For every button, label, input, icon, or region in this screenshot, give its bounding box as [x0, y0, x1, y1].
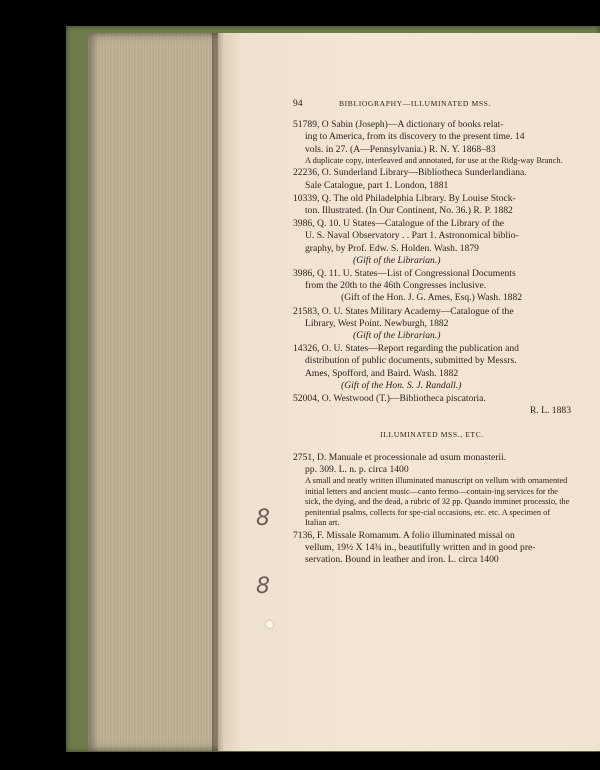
entry-manuale	[293, 452, 571, 529]
entry-line: vols. in 27. (A—Pennsylvania.) R. N. Y. 1868–83	[305, 143, 496, 155]
entry-line: 14326, O. U. States—Report regarding the publication and	[293, 343, 519, 355]
page-hole	[266, 621, 273, 628]
entry-gift: (Gift of the Hon. J. G. Ames, Esq.) Wash. 1882	[341, 292, 523, 304]
entry-gift: (Gift of the Hon. S. J. Randall.)	[341, 379, 462, 391]
entry-line: pp. 309. L. n. p. circa 1400	[305, 463, 409, 475]
entry-philadelphia	[293, 193, 571, 217]
entry-congressional-docs	[293, 268, 571, 305]
page-number: 94	[293, 99, 303, 109]
entry-note: A small and neatly written illuminated manuscript on vellum with ornamented initial letters and ancient music—canto fermo—contain-ing services for the sick, the dying, and the dead, a rubric of 32 pp. Quando imminet processio, the penitential psalms, collects for spe-cial occasions, etc. etc. A specimen of Italian art.	[305, 476, 570, 528]
entry-line: Ames, Spofford, and Baird. Wash. 1882	[305, 367, 459, 379]
entry-line: 10339, Q. The old Philadelphia Library. By Louise Stock-	[293, 192, 516, 204]
entry-public-documents	[293, 343, 571, 392]
pencil-mark-2: 8	[256, 574, 270, 599]
entry-line: from the 20th to the 46th Congresses inclusive.	[305, 280, 487, 292]
entry-missale	[293, 530, 571, 567]
entry-line: ton. Illustrated. (In Our Continent, No. 36.) R. P. 1882	[305, 205, 513, 217]
running-title: BIBLIOGRAPHY—ILLUMINATED MSS.	[339, 99, 491, 108]
entry-line: 2751, D. Manuale et processionale ad usum monasterii.	[293, 451, 507, 463]
entry-line: 3986, Q. 11. U. States—List of Congressional Documents	[293, 268, 516, 280]
section-heading: ILLUMINATED MSS., ETC.	[380, 430, 484, 440]
pencil-mark-1: 8	[256, 506, 270, 531]
running-head	[293, 98, 571, 110]
entry-line: Sale Catalogue, part 1. London, 1881	[305, 179, 449, 191]
entry-line: 3986, Q. 10. U States—Catalogue of the Library of the	[293, 218, 505, 230]
entry-line: vellum, 19½ X 14¾ in., beautifully written and in good pre-	[305, 542, 536, 554]
entry-line: U. S. Naval Observatory . . Part 1. Astronomical biblio-	[305, 230, 519, 242]
entry-westwood	[293, 393, 571, 417]
entry-line: ing to America, from its discovery to the present time. 14	[305, 131, 525, 143]
entry-line: 7136, F. Missale Romanum. A folio illuminated missal on	[293, 530, 515, 542]
entry-line: 52004, O. Westwood (T.)—Bibliotheca piscatoria.	[293, 393, 486, 405]
entry-sabin	[293, 119, 571, 166]
entry-military-academy	[293, 306, 571, 343]
entry-line: 21583, O. U. States Military Academy—Catalogue of the	[293, 305, 514, 317]
entry-gift: (Gift of the Librarian.)	[353, 254, 441, 266]
entry-line: 51789, O Sabin (Joseph)—A dictionary of books relat-	[293, 119, 504, 131]
entry-line: servation. Bound in leather and iron. L. circa 1400	[305, 554, 499, 566]
entry-note: A duplicate copy, interleaved and annotated, for use at the Ridg-way Branch.	[305, 155, 563, 165]
entry-line: R. L. 1883	[529, 405, 571, 417]
entry-line: distribution of public documents, submitted by Messrs.	[305, 355, 517, 367]
page-text	[293, 98, 571, 568]
entry-line: 22236, O. Sunderland Library—Bibliotheca Sunderlandiana.	[293, 167, 527, 179]
page-edges	[88, 33, 228, 751]
entry-line: Library, West Point. Newburgh, 1882	[305, 317, 449, 329]
entry-sunderland	[293, 167, 571, 191]
entry-naval-observatory	[293, 218, 571, 267]
entry-line: graphy, by Prof. Edw. S. Holden. Wash. 1879	[305, 242, 479, 254]
entry-gift: (Gift of the Librarian.)	[353, 330, 441, 342]
page-gutter-shadow	[212, 33, 224, 751]
